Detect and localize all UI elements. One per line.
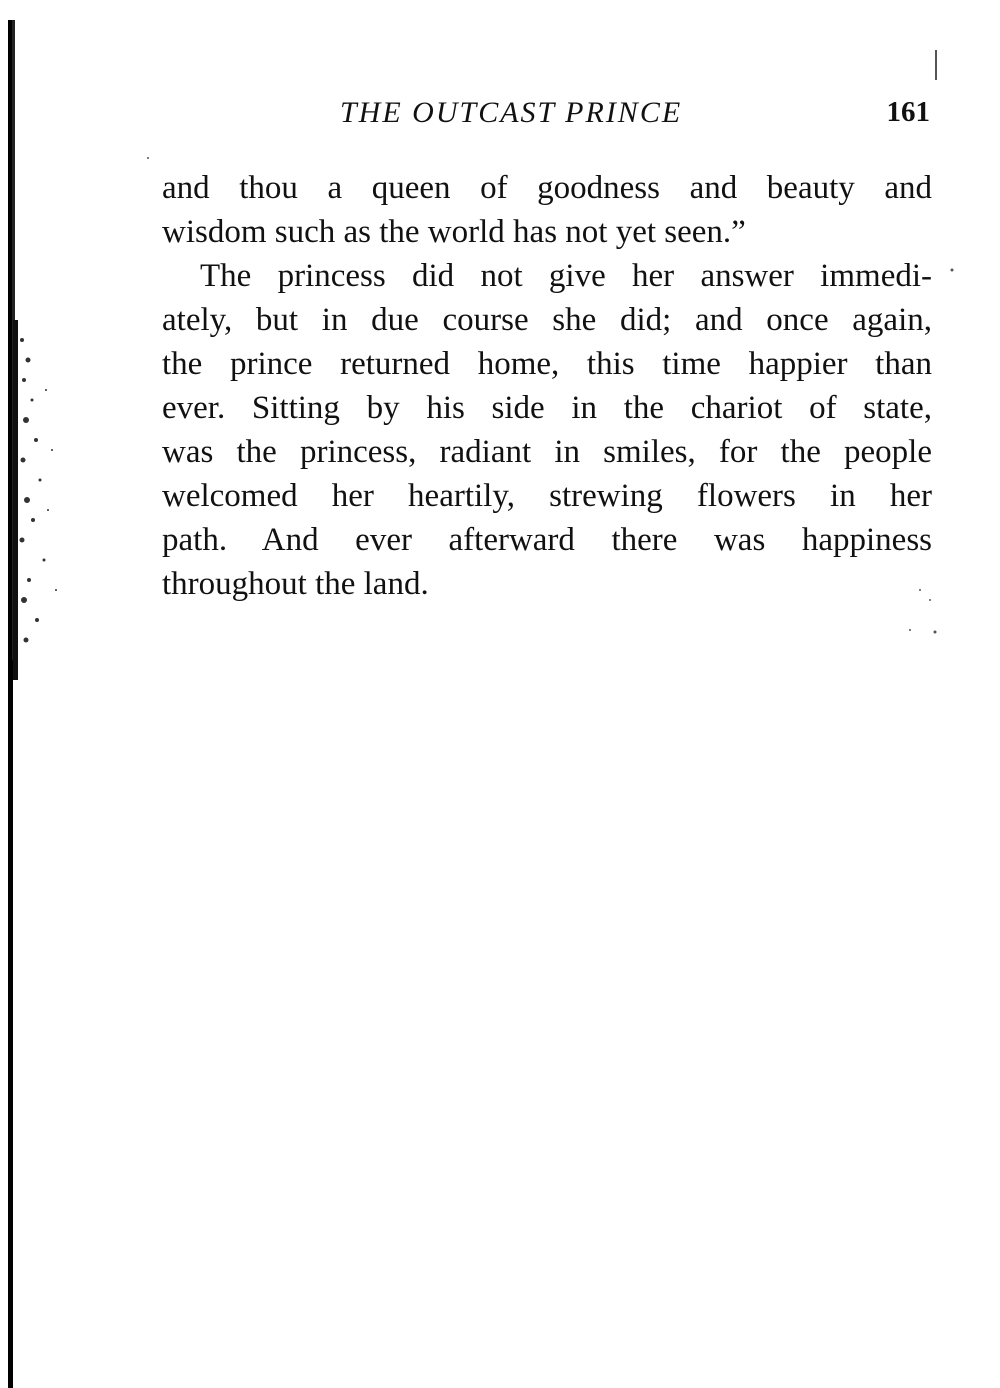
binding-shadow — [18, 330, 68, 660]
text-line: welcomed her heartily, strewing flowers in her — [162, 478, 932, 514]
text-line: and thou a queen of goodness and beauty and — [162, 170, 932, 206]
body-text — [162, 166, 932, 606]
text-line: The princess did not give her answer immedi- — [200, 258, 932, 294]
text-line: ever. Sitting by his side in the chariot of state, — [162, 390, 932, 426]
paragraph — [162, 254, 932, 606]
text-line: path. And ever afterward there was happiness — [162, 522, 932, 558]
binding-edge — [6, 20, 22, 1388]
paragraph — [162, 166, 932, 254]
running-header — [160, 96, 935, 140]
running-title: THE OUTCAST PRINCE — [340, 96, 683, 129]
text-line: was the princess, radiant in smiles, for the people — [162, 434, 932, 470]
text-line: throughout the land. — [162, 566, 429, 602]
page-number: 161 — [886, 96, 930, 128]
text-line: the prince returned home, this time happier than — [162, 346, 932, 382]
text-line: wisdom such as the world has not yet seen.” — [162, 214, 746, 250]
text-line: ately, but in due course she did; and once again, — [162, 302, 932, 338]
